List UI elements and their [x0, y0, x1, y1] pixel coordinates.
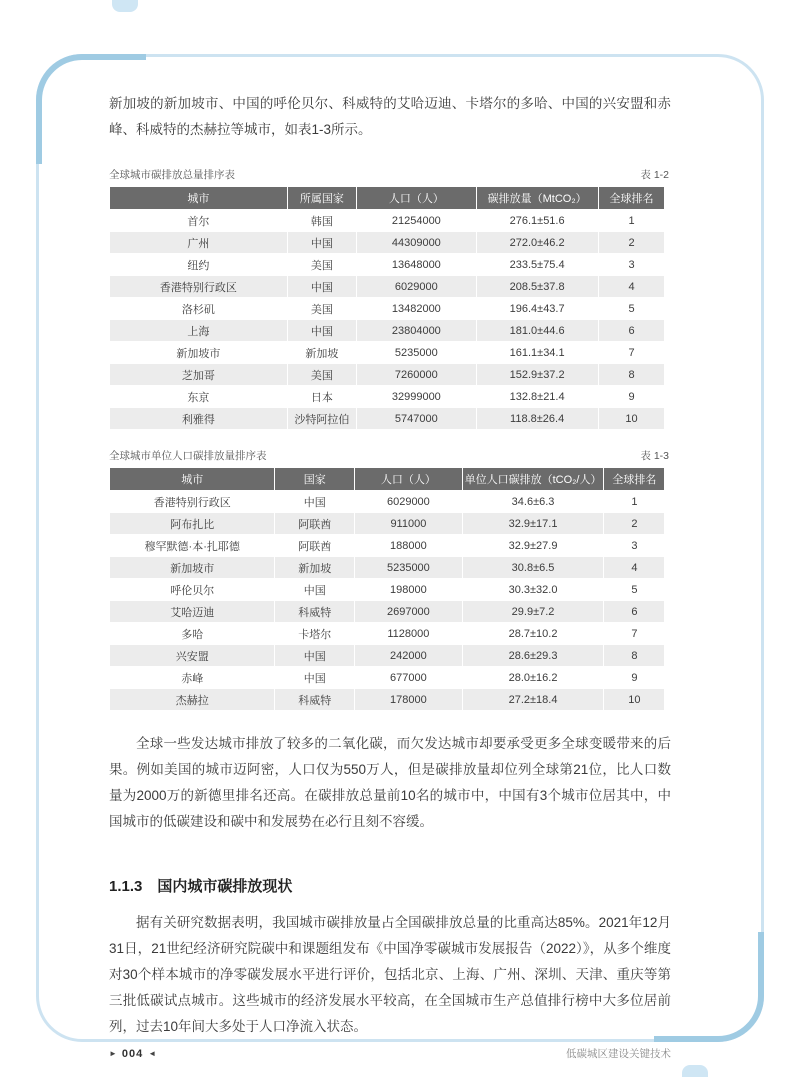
table-cell: 新加坡	[275, 557, 355, 579]
table-cell: 首尔	[110, 210, 288, 232]
table-cell: 208.5±37.8	[476, 276, 598, 298]
table-cell: 4	[598, 276, 665, 298]
table-caption-row	[109, 167, 671, 182]
table-cell: 新加坡市	[110, 557, 275, 579]
table-cell: 穆罕默德·本·扎耶德	[110, 535, 275, 557]
table-cell: 28.0±16.2	[462, 667, 604, 689]
table-block-1-2	[109, 167, 671, 430]
table-body	[110, 491, 665, 711]
table-cell: 纽约	[110, 254, 288, 276]
table-cell: 新加坡	[287, 342, 356, 364]
table-row	[110, 601, 665, 623]
table-cell: 1128000	[355, 623, 462, 645]
table-cell: 3	[604, 535, 665, 557]
table-header-cell: 全球排名	[604, 468, 665, 491]
table-cell: 161.1±34.1	[476, 342, 598, 364]
table-cell: 5747000	[357, 408, 476, 430]
table-cell: 中国	[287, 320, 356, 342]
table-cell: 29.9±7.2	[462, 601, 604, 623]
table-cell: 赤峰	[110, 667, 275, 689]
page-edge-mark-top	[112, 0, 138, 12]
table-header-cell: 全球排名	[598, 187, 665, 210]
table-cell: 美国	[287, 298, 356, 320]
table-header-cell: 碳排放量（MtCO₂）	[476, 187, 598, 210]
table-header-cell: 单位人口碳排放（tCO₂/人）	[462, 468, 604, 491]
table-row	[110, 557, 665, 579]
table-cell: 677000	[355, 667, 462, 689]
table-cell: 香港特别行政区	[110, 276, 288, 298]
table-row	[110, 689, 665, 711]
table-cell: 沙特阿拉伯	[287, 408, 356, 430]
table-cell: 7	[604, 623, 665, 645]
table-header-cell: 国家	[275, 468, 355, 491]
table-cell: 181.0±44.6	[476, 320, 598, 342]
table-cell: 44309000	[357, 232, 476, 254]
table-cell: 118.8±26.4	[476, 408, 598, 430]
table-cell: 5235000	[355, 557, 462, 579]
section-heading: 1.1.3 国内城市碳排放现状	[109, 878, 293, 895]
table-row	[110, 645, 665, 667]
table-cell: 23804000	[357, 320, 476, 342]
table-cell: 洛杉矶	[110, 298, 288, 320]
table-cell: 日本	[287, 386, 356, 408]
table-cell: 8	[598, 364, 665, 386]
table-cell: 9	[604, 667, 665, 689]
table-cell: 杰赫拉	[110, 689, 275, 711]
table-row	[110, 667, 665, 689]
table-header-row	[110, 187, 665, 210]
table-cell: 2	[598, 232, 665, 254]
table-title: 全球城市碳排放总量排序表	[109, 169, 235, 181]
table-row	[110, 535, 665, 557]
table-cell: 233.5±75.4	[476, 254, 598, 276]
table-cell: 中国	[275, 491, 355, 513]
table-cell: 艾哈迈迪	[110, 601, 275, 623]
table-body	[110, 210, 665, 430]
table-row	[110, 623, 665, 645]
table-header-cell: 所属国家	[287, 187, 356, 210]
table-cell: 新加坡市	[110, 342, 288, 364]
table-row	[110, 342, 665, 364]
table-cell: 13648000	[357, 254, 476, 276]
table-cell: 178000	[355, 689, 462, 711]
table-cell: 10	[598, 408, 665, 430]
table-cell: 152.9±37.2	[476, 364, 598, 386]
table-row	[110, 364, 665, 386]
table-cell: 27.2±18.4	[462, 689, 604, 711]
table-cell: 美国	[287, 364, 356, 386]
table-cell: 阿布扎比	[110, 513, 275, 535]
table-cell: 上海	[110, 320, 288, 342]
table-cell: 5	[598, 298, 665, 320]
table-cell: 中国	[287, 276, 356, 298]
table-row	[110, 276, 665, 298]
table-cell: 2697000	[355, 601, 462, 623]
table-cell: 呼伦贝尔	[110, 579, 275, 601]
table-cell: 广州	[110, 232, 288, 254]
table-cell: 276.1±51.6	[476, 210, 598, 232]
table-cell: 中国	[275, 579, 355, 601]
table-row	[110, 254, 665, 276]
table-cell: 10	[604, 689, 665, 711]
table-cell: 34.6±6.3	[462, 491, 604, 513]
section-paragraph: 据有关研究数据表明，我国城市碳排放量占全国碳排放总量的比重高达85%。2021年12月31日，21世纪经济研究院碳中和课题组发布《中国净零碳城市发展报告（2022）》，从多个维度对30个样本城市的净零碳发展水平进行评价，包括北京、上海、广州、深圳、天津、重庆等第三批低碳试点城市。这些城市的经济发展水平较高，在全国城市生产总值排行榜中大多位居前列，过去10年间大多处于人口净流入状态。	[109, 915, 671, 1034]
table-header-cell: 人口（人）	[357, 187, 476, 210]
table-row	[110, 298, 665, 320]
table-row	[110, 408, 665, 430]
table-header-row	[110, 468, 665, 491]
page-footer	[109, 1046, 671, 1061]
table-cell: 196.4±43.7	[476, 298, 598, 320]
table-row	[110, 320, 665, 342]
emissions-per-capita-table	[109, 467, 665, 711]
table-cell: 13482000	[357, 298, 476, 320]
table-cell: 芝加哥	[110, 364, 288, 386]
table-cell: 2	[604, 513, 665, 535]
table-row	[110, 579, 665, 601]
table-cell: 多哈	[110, 623, 275, 645]
table-cell: 6029000	[357, 276, 476, 298]
table-cell: 8	[604, 645, 665, 667]
table-caption-row	[109, 448, 671, 463]
page-number-block	[109, 1048, 156, 1060]
emissions-total-table	[109, 186, 665, 430]
table-cell: 1	[598, 210, 665, 232]
table-cell: 中国	[275, 645, 355, 667]
table-cell: 卡塔尔	[275, 623, 355, 645]
table-cell: 21254000	[357, 210, 476, 232]
table-cell: 香港特别行政区	[110, 491, 275, 513]
table-row	[110, 232, 665, 254]
table-row	[110, 491, 665, 513]
table-cell: 利雅得	[110, 408, 288, 430]
table-cell: 科威特	[275, 601, 355, 623]
table-row	[110, 513, 665, 535]
table-cell: 中国	[275, 667, 355, 689]
table-cell: 272.0±46.2	[476, 232, 598, 254]
table-header-cell: 城市	[110, 187, 288, 210]
table-cell: 7	[598, 342, 665, 364]
table-cell: 7260000	[357, 364, 476, 386]
table-cell: 4	[604, 557, 665, 579]
page-number-left-marker-icon: ►	[109, 1049, 117, 1058]
page-number-right-marker-icon: ◄	[148, 1049, 157, 1058]
table-cell: 6029000	[355, 491, 462, 513]
page-number: 004	[121, 1047, 144, 1060]
table-cell: 132.8±21.4	[476, 386, 598, 408]
table-cell: 1	[604, 491, 665, 513]
table-row	[110, 386, 665, 408]
table-cell: 5	[604, 579, 665, 601]
table-cell: 科威特	[275, 689, 355, 711]
table-cell: 32999000	[357, 386, 476, 408]
table-cell: 242000	[355, 645, 462, 667]
table-row	[110, 210, 665, 232]
table-cell: 9	[598, 386, 665, 408]
table-cell: 东京	[110, 386, 288, 408]
intro-paragraph: 新加坡的新加坡市、中国的呼伦贝尔、科威特的艾哈迈迪、卡塔尔的多哈、中国的兴安盟和赤峰、科威特的杰赫拉等城市，如表1-3所示。	[109, 96, 671, 137]
table-cell: 阿联酋	[275, 513, 355, 535]
table-cell: 6	[604, 601, 665, 623]
table-cell: 188000	[355, 535, 462, 557]
table-label: 表 1-3	[640, 450, 669, 462]
table-head	[110, 187, 665, 210]
table-cell: 5235000	[357, 342, 476, 364]
table-cell: 32.9±17.1	[462, 513, 604, 535]
table-cell: 911000	[355, 513, 462, 535]
table-cell: 阿联酋	[275, 535, 355, 557]
table-cell: 6	[598, 320, 665, 342]
table-cell: 28.7±10.2	[462, 623, 604, 645]
table-cell: 韩国	[287, 210, 356, 232]
table-cell: 美国	[287, 254, 356, 276]
table-title: 全球城市单位人口碳排放量排序表	[109, 450, 267, 462]
table-cell: 28.6±29.3	[462, 645, 604, 667]
table-cell: 30.3±32.0	[462, 579, 604, 601]
table-head	[110, 468, 665, 491]
page-edge-mark-bottom	[682, 1065, 708, 1077]
table-block-1-3	[109, 448, 671, 711]
table-cell: 3	[598, 254, 665, 276]
table-header-cell: 城市	[110, 468, 275, 491]
table-cell: 30.8±6.5	[462, 557, 604, 579]
book-page	[36, 54, 764, 1060]
table-cell: 兴安盟	[110, 645, 275, 667]
table-label: 表 1-2	[640, 169, 669, 181]
table-cell: 中国	[287, 232, 356, 254]
running-title: 低碳城区建设关键技术	[566, 1048, 671, 1060]
table-cell: 198000	[355, 579, 462, 601]
discussion-paragraph: 全球一些发达城市排放了较多的二氧化碳，而欠发达城市却要承受更多全球变暖带来的后果。例如美国的城市迈阿密，人口仅为550万人，但是碳排放量却位列全球第21位，比人口数量为2000万的新德里排名还高。在碳排放总量前10名的城市中，中国有3个城市位居其中，中国城市的低碳建设和碳中和发展势在必行且刻不容缓。	[109, 736, 671, 829]
table-header-cell: 人口（人）	[355, 468, 462, 491]
table-cell: 32.9±27.9	[462, 535, 604, 557]
